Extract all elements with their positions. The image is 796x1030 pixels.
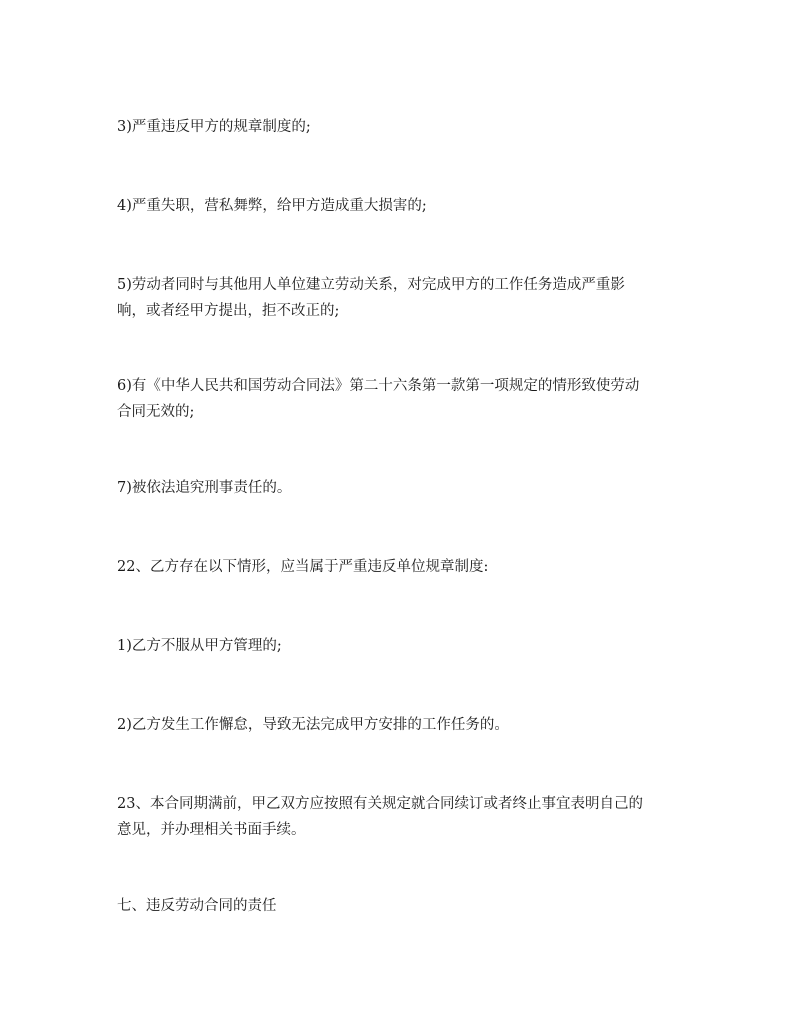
item-5-dual-employment: 5)劳动者同时与其他用人单位建立劳动关系，对完成甲方的工作任务造成严重影 响，或者经甲方提出，拒不改正的; — [117, 277, 625, 319]
item-7-criminal: 7)被依法追究刑事责任的。 — [117, 480, 292, 496]
section-7-heading: 七、违反劳动合同的责任 — [117, 898, 277, 914]
clause-22-item-2: 2)乙方发生工作懈怠，导致无法完成甲方安排的工作任务的。 — [117, 717, 509, 733]
clause-22-item-1: 1)乙方不服从甲方管理的; — [117, 638, 282, 654]
item-4-neglect: 4)严重失职，营私舞弊，给甲方造成重大损害的; — [117, 198, 427, 214]
clause-23: 23、本合同期满前，甲乙双方应按照有关规定就合同续订或者终止事宜表明自己的 意见，并办理相关书面手续。 — [117, 796, 643, 838]
item-6-invalid-contract: 6)有《中华人民共和国劳动合同法》第二十六条第一款第一项规定的情形致使劳动 合同无效的; — [117, 378, 640, 420]
item-3-rules: 3)严重违反甲方的规章制度的; — [117, 119, 311, 135]
clause-22: 22、乙方存在以下情形，应当属于严重违反单位规章制度: — [117, 559, 489, 575]
